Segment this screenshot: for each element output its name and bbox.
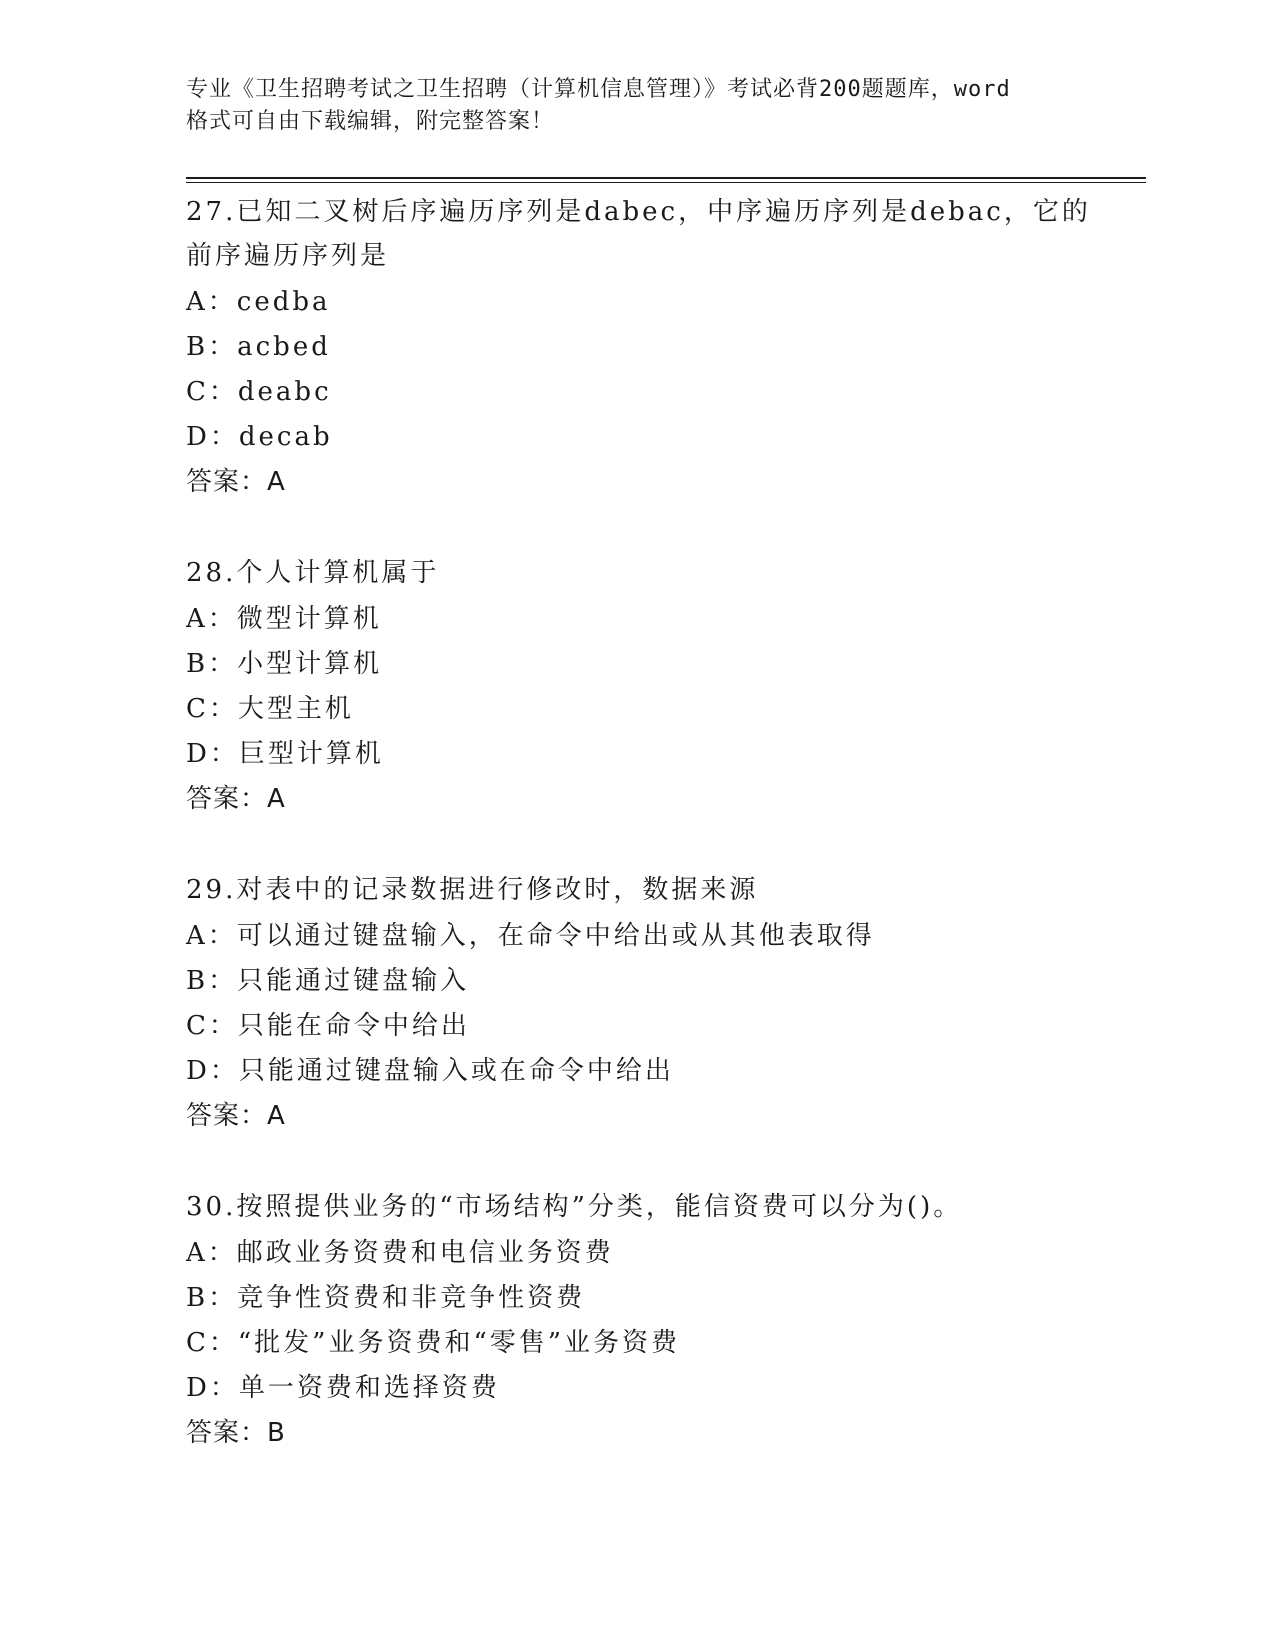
option-b: B：竞争性资费和非竞争性资费	[186, 1283, 586, 1313]
option-d: D：单一资费和选择资费	[186, 1373, 500, 1403]
question-28	[186, 551, 1106, 821]
question-30	[186, 1185, 1106, 1455]
question-text: 29.对表中的记录数据进行修改时，数据来源	[186, 875, 759, 905]
question-27	[186, 190, 1106, 504]
question-list	[186, 190, 1106, 1502]
header-divider-thick	[186, 177, 1146, 179]
answer-line: 答案：A	[186, 1101, 286, 1131]
header-line-1: 专业《卫生招聘考试之卫生招聘（计算机信息管理）》考试必背200题题库，word	[186, 77, 1011, 102]
header-line-2: 格式可自由下载编辑，附完整答案！	[186, 109, 555, 134]
document-header	[186, 74, 1086, 138]
option-b: B：小型计算机	[186, 649, 383, 679]
option-b: B：acbed	[186, 332, 331, 362]
option-d: D：巨型计算机	[186, 739, 384, 769]
option-d: D：decab	[186, 422, 333, 452]
answer-line: 答案：B	[186, 1418, 286, 1448]
question-text: 30.按照提供业务的“市场结构”分类，能信资费可以分为()。	[186, 1192, 963, 1222]
question-text: 28.个人计算机属于	[186, 558, 440, 588]
option-a: A：可以通过键盘输入，在命令中给出或从其他表取得	[186, 921, 875, 951]
option-d: D：只能通过键盘输入或在命令中给出	[186, 1056, 674, 1086]
option-b: B：只能通过键盘输入	[186, 966, 470, 996]
header-divider-thin	[186, 182, 1146, 183]
answer-line: 答案：A	[186, 784, 286, 814]
option-a: A：微型计算机	[186, 604, 382, 634]
option-c: C：deabc	[186, 377, 332, 407]
option-c: C：大型主机	[186, 694, 354, 724]
option-c: C：“批发”业务资费和“零售”业务资费	[186, 1328, 681, 1358]
answer-line: 答案：A	[186, 467, 286, 497]
option-c: C：只能在命令中给出	[186, 1011, 470, 1041]
question-29	[186, 868, 1106, 1138]
question-text: 27.已知二叉树后序遍历序列是dabec，中序遍历序列是debac，它的前序遍历序列是	[186, 197, 1091, 271]
option-a: A：cedba	[186, 287, 331, 317]
option-a: A：邮政业务资费和电信业务资费	[186, 1238, 614, 1268]
